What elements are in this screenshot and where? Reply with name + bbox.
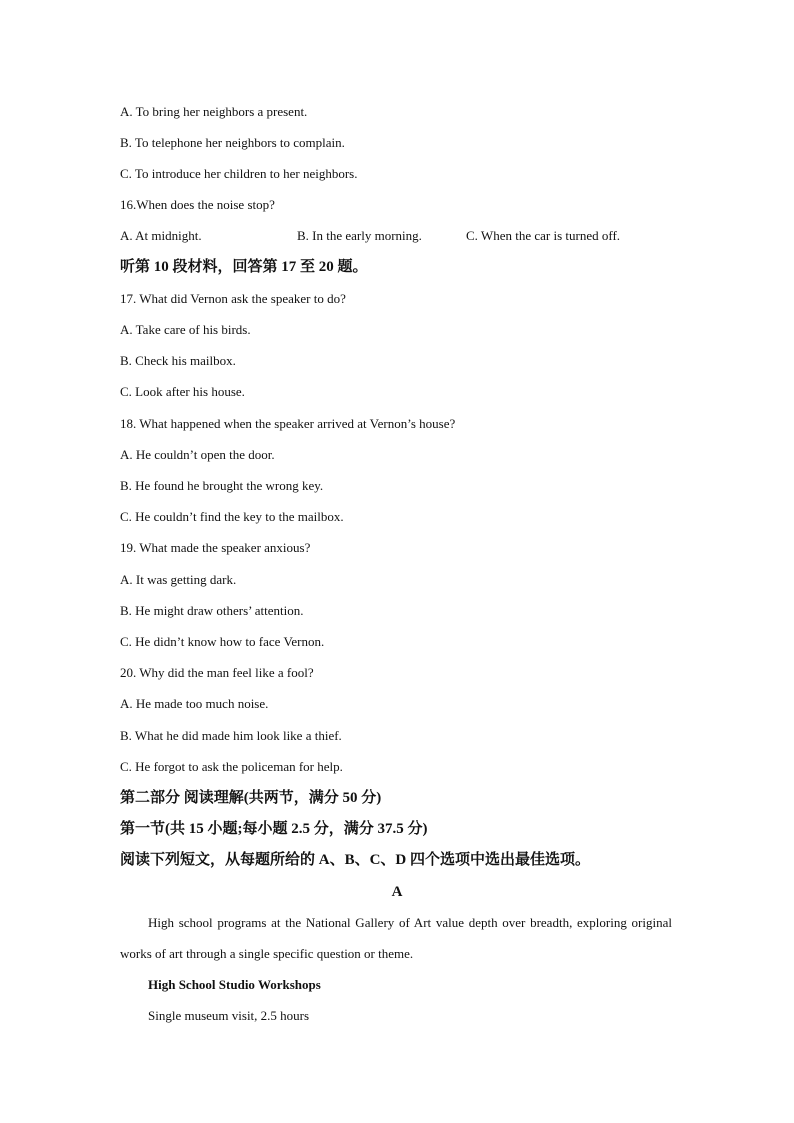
q16-question: 16.When does the noise stop? — [120, 197, 275, 212]
section1-heading: 第一节(共 15 小题;每小题 2.5 分，满分 37.5 分) — [120, 821, 428, 837]
q16-option-a: A. At midnight. — [120, 228, 202, 243]
q17-option-c: C. Look after his house. — [120, 384, 245, 399]
q19-option-c: C. He didn’t know how to face Vernon. — [120, 634, 325, 649]
passage-intro: High school programs at the National Gallery of Art value depth over breadth, exploring original works of art through a single specific question or theme. — [120, 915, 672, 961]
reading-instruction: 阅读下列短文，从每题所给的 A、B、C、D 四个选项中选出最佳选项。 — [120, 852, 591, 868]
passage-label: A — [391, 884, 403, 900]
q17-option-a: A. Take care of his birds. — [120, 322, 251, 337]
q18-option-a: A. He couldn’t open the door. — [120, 447, 275, 462]
workshop-detail: Single museum visit, 2.5 hours — [148, 1008, 310, 1023]
q15-option-c: C. To introduce her children to her neighbors. — [120, 166, 358, 181]
section10-heading: 听第 10 段材料，回答第 17 至 20 题。 — [120, 259, 368, 275]
q19-question: 19. What made the speaker anxious? — [120, 540, 311, 555]
q15-option-a: A. To bring her neighbors a present. — [120, 104, 308, 119]
q20-option-c: C. He forgot to ask the policeman for help. — [120, 759, 343, 774]
part2-heading: 第二部分 阅读理解(共两节，满分 50 分) — [120, 790, 382, 806]
q20-option-a: A. He made too much noise. — [120, 696, 269, 711]
q15-option-b: B. To telephone her neighbors to complain. — [120, 135, 345, 150]
q17-question: 17. What did Vernon ask the speaker to do? — [120, 291, 346, 306]
q18-option-b: B. He found he brought the wrong key. — [120, 478, 324, 493]
q20-option-b: B. What he did made him look like a thief. — [120, 728, 342, 743]
q20-question: 20. Why did the man feel like a fool? — [120, 665, 314, 680]
q16-option-c: C. When the car is turned off. — [466, 228, 621, 243]
q19-option-a: A. It was getting dark. — [120, 572, 237, 587]
q18-option-c: C. He couldn’t find the key to the mailbox. — [120, 509, 344, 524]
q19-option-b: B. He might draw others’ attention. — [120, 603, 304, 618]
workshop-title: High School Studio Workshops — [148, 977, 321, 992]
q18-question: 18. What happened when the speaker arrived at Vernon’s house? — [120, 416, 456, 431]
q16-options — [120, 228, 680, 244]
q17-option-b: B. Check his mailbox. — [120, 353, 236, 368]
q16-option-b: B. In the early morning. — [297, 228, 422, 243]
